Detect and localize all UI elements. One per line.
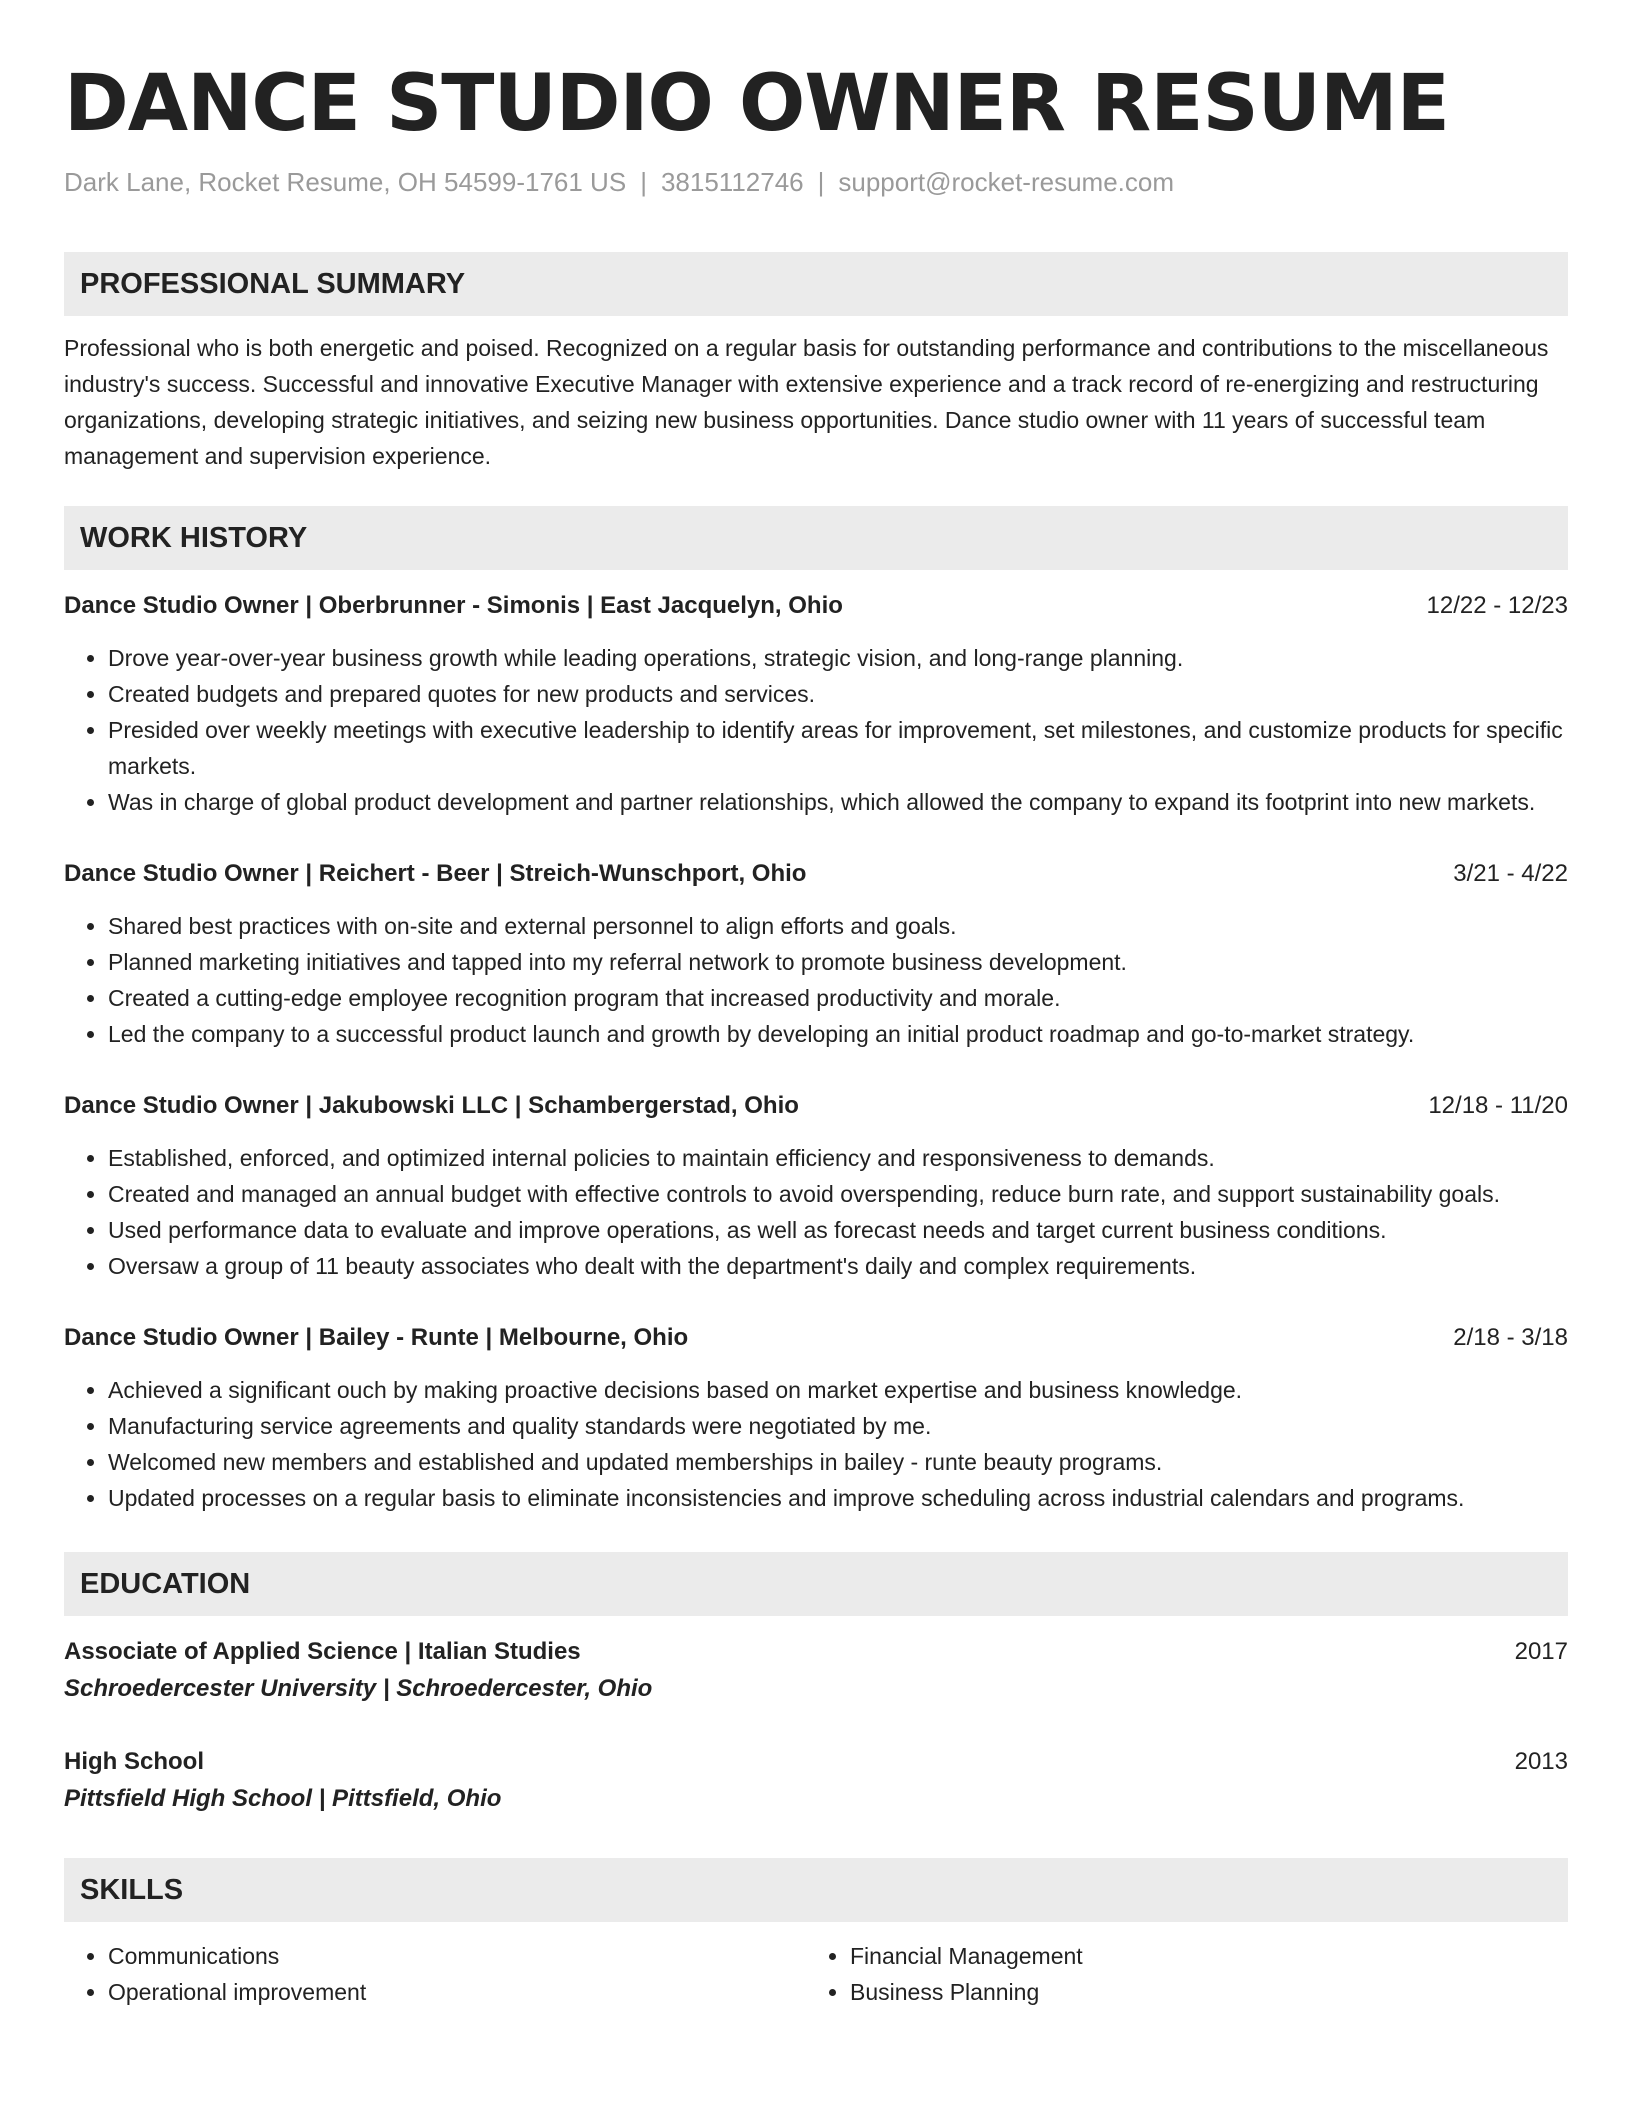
job-bullet: • Presided over weekly meetings with executive leadership to identify areas for improvement, set milestones, and customize products for specific markets. [108,712,1568,784]
contact-phone: 3815112746 [660,167,804,197]
contact-line [64,164,1568,200]
education-degree: Associate of Applied Science | Italian Studies [64,1638,581,1665]
job-bullets [64,640,1568,820]
job-dates: 3/21 - 4/22 [1453,860,1568,887]
education-entry [64,1634,1568,1708]
skills-list [806,1938,1548,2010]
job-title: Dance Studio Owner | Reichert - Beer | Streich-Wunschport, Ohio [64,860,807,887]
education-year: 2017 [1514,1638,1568,1665]
job-title: Dance Studio Owner | Oberbrunner - Simonis | East Jacquelyn, Ohio [64,592,843,619]
education-section [64,1552,1568,1818]
job-entry [64,588,1568,820]
skill-item: • Financial Management [850,1938,1548,1974]
contact-email: support@rocket-resume.com [838,167,1175,197]
job-header [64,1088,1568,1124]
job-bullet: • Used performance data to evaluate and improve operations, as well as forecast needs and target current business conditions. [108,1212,1568,1248]
summary-section [64,252,1568,474]
resume-title: DANCE STUDIO OWNER RESUME [64,59,1449,149]
education-degree: High School [64,1748,204,1775]
job-dates: 12/22 - 12/23 [1426,592,1568,619]
job-bullet: • Led the company to a successful product launch and growth by developing an initial product roadmap and go-to-market strategy. [108,1016,1568,1052]
section-heading-skills: SKILLS [64,1858,1568,1922]
job-bullet: • Welcomed new members and established and updated memberships in bailey - runte beauty programs. [108,1444,1568,1480]
skills-column-left [64,1938,806,2010]
job-bullet: • Shared best practices with on-site and external personnel to align efforts and goals. [108,908,1568,944]
education-header [64,1634,1568,1670]
job-bullet: • Created budgets and prepared quotes for new products and services. [108,676,1568,712]
job-entry [64,1088,1568,1284]
job-dates: 2/18 - 3/18 [1453,1324,1568,1351]
education-entry [64,1744,1568,1818]
skill-item: • Business Planning [850,1974,1548,2010]
skill-item: • Communications [108,1938,806,1974]
job-bullet: • Oversaw a group of 11 beauty associates who dealt with the department's daily and complex requirements. [108,1248,1568,1284]
work-history-section [64,506,1568,1516]
job-header [64,856,1568,892]
job-bullet: • Established, enforced, and optimized internal policies to maintain efficiency and responsiveness to demands. [108,1140,1568,1176]
job-title: Dance Studio Owner | Bailey - Runte | Melbourne, Ohio [64,1324,689,1351]
contact-address: Dark Lane, Rocket Resume, OH 54599-1761 US [64,167,627,197]
job-bullet: • Achieved a significant ouch by making proactive decisions based on market expertise and business knowledge. [108,1372,1568,1408]
education-school: Schroedercester University | Schroedercester, Ohio [64,1675,653,1702]
job-bullets [64,1140,1568,1284]
job-header [64,1320,1568,1356]
education-year: 2013 [1514,1748,1568,1775]
job-bullets [64,908,1568,1052]
skills-list [64,1938,806,2010]
job-entry [64,1320,1568,1516]
job-bullet: • Updated processes on a regular basis to eliminate inconsistencies and improve scheduling across industrial calendars and programs. [108,1480,1568,1516]
skills-section [64,1858,1568,2010]
skills-grid [64,1938,1568,2010]
job-bullet: • Created and managed an annual budget with effective controls to avoid overspending, reduce burn rate, and support sustainability goals. [108,1176,1568,1212]
job-header [64,588,1568,624]
job-bullets [64,1372,1568,1516]
section-heading-education: EDUCATION [64,1552,1568,1616]
skills-column-right [806,1938,1548,2010]
job-bullet: • Drove year-over-year business growth while leading operations, strategic vision, and long-range planning. [108,640,1568,676]
job-bullet: • Planned marketing initiatives and tapped into my referral network to promote business development. [108,944,1568,980]
section-heading-summary: PROFESSIONAL SUMMARY [64,252,1568,316]
education-header [64,1744,1568,1780]
contact-separator: | [640,167,647,197]
contact-separator: | [817,167,825,197]
skill-item: • Operational improvement [108,1974,806,2010]
job-entry [64,856,1568,1052]
job-dates: 12/18 - 11/20 [1428,1092,1568,1119]
job-bullet: • Manufacturing service agreements and quality standards were negotiated by me. [108,1408,1568,1444]
summary-text: Professional who is both energetic and poised. Recognized on a regular basis for outstanding performance and contributions to the miscellaneous industry's success. Successful and innovative Executive Manager with extensive experience and a track record of re-energizing and restructuring organizations, developing strategic initiatives, and seizing new business opportunities. Dance studio owner with 11 years of successful team management and supervision experience. [64,335,1549,469]
job-bullet: • Was in charge of global product development and partner relationships, which allowed the company to expand its footprint into new markets. [108,784,1568,820]
section-heading-work-history: WORK HISTORY [64,506,1568,570]
education-school: Pittsfield High School | Pittsfield, Ohio [64,1785,502,1812]
job-title: Dance Studio Owner | Jakubowski LLC | Schambergerstad, Ohio [64,1092,799,1119]
job-bullet: • Created a cutting-edge employee recognition program that increased productivity and morale. [108,980,1568,1016]
